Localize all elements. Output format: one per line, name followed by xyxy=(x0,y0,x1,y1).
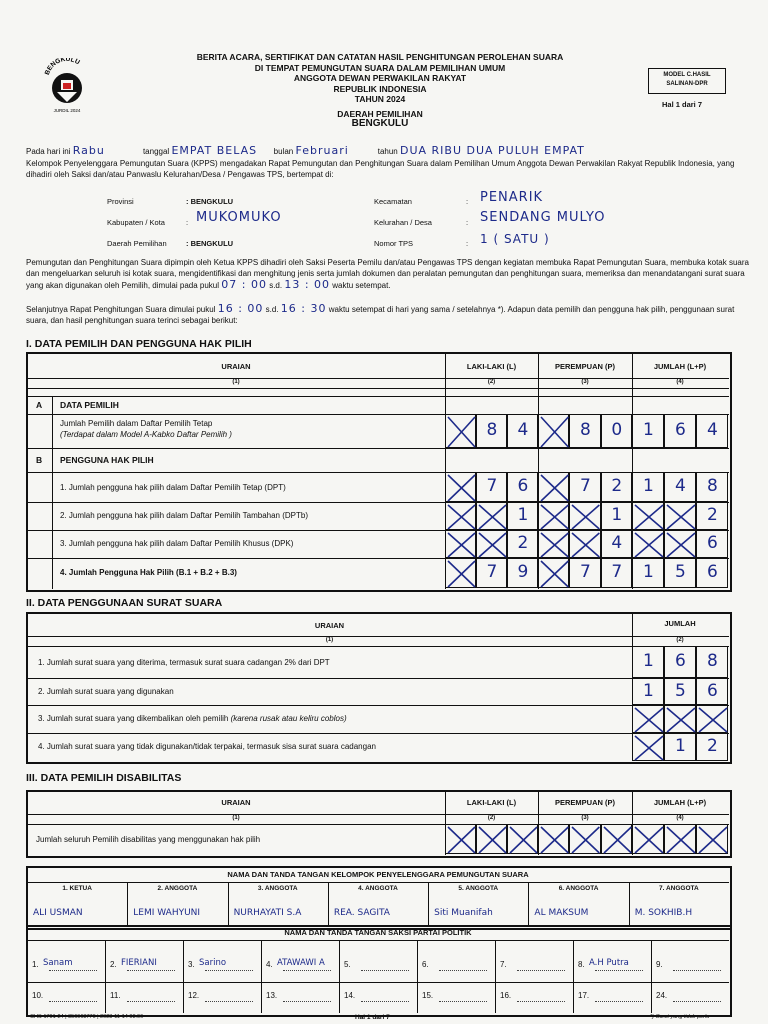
cross-mark xyxy=(446,473,477,503)
b3-j-digit-cell xyxy=(664,530,696,558)
cross-mark xyxy=(665,503,697,531)
saksi-number: 11. xyxy=(110,991,121,1000)
dis-j-digit-cell xyxy=(664,824,696,854)
saksi-number: 3. xyxy=(188,960,195,969)
handwritten-digit: 7 xyxy=(611,562,623,582)
handwritten-digit: 1 xyxy=(611,505,623,525)
saksi-name-line xyxy=(205,1001,253,1002)
cross-mark xyxy=(697,706,729,734)
cross-mark xyxy=(665,706,697,734)
handwritten-digit: 8 xyxy=(486,420,498,440)
tahun-value: DUA RIBU DUA PULUH EMPAT xyxy=(399,144,585,157)
b1-p-digit-cell xyxy=(538,472,569,502)
saksi-number: 1. xyxy=(32,960,39,969)
saksi-number: 13. xyxy=(266,991,278,1000)
cross-mark xyxy=(446,503,477,531)
handwritten-digit: 1 xyxy=(643,476,654,496)
handwritten-digit: 5 xyxy=(675,562,686,582)
surat-3-digit-cell xyxy=(632,705,664,733)
kecamatan-value: PENARIK xyxy=(480,190,544,205)
tanggal-value: EMPAT BELAS xyxy=(171,144,258,157)
dpt-l-digit-cell xyxy=(476,414,507,448)
saksi-name-line xyxy=(595,1001,643,1002)
b4-j-digit-cell xyxy=(632,558,664,588)
document-page: BENGKULU JURDIL 2024 BERITA ACARA, SERTIFIKAT DAN CATATAN HASIL PENGHITUNGAN PEROLEHAN SUARA DI TEMPAT PEMUNGUTAN SUARA DALAM PEMILIHAN UMUM ANGGOTA DEWAN PERWAKILAN RAKYAT REPUBLIK INDONESIA TAHUN 2024 DAERAH PEMILIHAN BENGKULU MODEL C.HASIL SALINAN-DPR Hal 1 dari 7 Pada hari ini Rabu tanggal EMPAT BELAS bulan Februari tahun DUA RIBU DUA PULUH EMPAT Kelompok Penyelenggara Pemungutan Suara (KPPS) mengadakan Rapat Pemungutan dan Penghitungan Suara dalam Pemilihan Umum Anggota Dewan Perwakilan Rakyat Republik Indonesia, yang dihadiri oleh Saksi dan/atau Panwaslu Kelurahan/Desa / Pengawas TPS, bertempat di: Provinsi : BENGKULU Kabupaten / Kota : MUKOMUKO Daerah Pemilihan : BENGKULU Kecamatan : PENARIK Kelurahan / Desa : SENDANG MULYO Nomor TPS : 1 ( SATU ) Pemungutan dan Penghitungan Suara dipimpin oleh Ketua KPPS dihadiri oleh Saksi Peserta Pemilu dan/atau Pengawas TPS dengan kegiatan membuka Rapat Pemungutan Suara, membuka kotak suara dan mengeluarkan seluruh isi kotak suara, mengidentifikasi dan menghitung jenis serta jumlah dokumen dan peralatan pemungutan dan penghitungan suara, memeriksa dan menandatangani surat suara yang akan digunakan oleh Pemilih, dimulai pada pukul 07 : 00 s.d. 13 : 00 waktu setempat. Selanjutnya Rapat Penghitungan Suara dimulai pukul 16 : 00 s.d. 16 : 30 waktu setempat di hari yang sama / setelahnya *). Adapun data pemilih dan pengguna hak pilih, penggunaan surat suara, dan hasil penghitungan suara terinci sebagai berikut: I. DATA PEMILIH DAN PENGGUNA HAK PILIH URAIAN LAKI-LAKI (L) PEREMPUAN (P) JUMLAH (L+P) (1) (2) (3) (4) A DATA PEMILIH Jumlah Pemilih dalam Daftar Pemilih Tetap (Terdapat dalam Model A-Kabko Daftar Pemilih ) B PENGGUNA HAK PILIH 1. Jumlah pengguna hak pilih dalam Daftar Pemilih Tetap (DPT) 2. Jumlah pengguna hak pilih dalam Daftar Pemilih Tambahan (DPTb) 3. Jumlah pengguna hak pilih dalam Daftar Pemilih Khusus (DPK) 4. Jumlah Pengguna Hak Pilih (B.1 + B.2 + B.3) 8 4 8 0 1 6 4 7 6 7 2 1 4 8 1 1 2 2 4 6 7 9 7 7 1 5 6 II. DATA PENGGUNAAN SURAT SUARA URAIAN JUMLAH (1) (2) 1. Jumlah surat suara yang diterima, termasuk surat suara cadangan 2% dari DPT 2. Jumlah surat suara yang digunakan 3. Jumlah surat suara yang dikembalikan oleh pemilih (karena rusak atau keliru coblos) 4. Jumlah surat suara yang tidak digunakan/tidak terpakai, termasuk sisa surat suara cadangan 1 6 8 1 5 6 1 2 III. DATA PEMILIH DISABILITAS URAIAN LAKI-LAKI (L) PEREMPUAN (P) JUMLAH (L+P) (1) (2) (3) (4) Jumlah seluruh Pemilih disabilitas yang menggunakan hak pilih NAMA DAN TANDA TANGAN KELOMPOK PENYELENGGARA PEMUNGUTAN SUARA 1. KETUA ALI USMAN 2. ANGGOTA LEMI WAHYUNI 3. ANGGOTA NURHAYATI S.A 4. ANGGOTA REA. SAGITA 5. ANGGOTA Siti Muanifah 6. ANGGOTA AL MAKSUM 7. ANGGOTA M. SOKHIB.H NAMA DAN TANDA TANGAN SAKSI PARTAI POLITIK 1. Sanam 2. FIERIANI 3. Sarino 4. ATAWAWI A 5. 6. 7. 8. A.H Putra 9. 10. 11. 12. 13. 14. 15. 16. 17. 24. CHS-1701-24 | 356968770 | 2023-11-14 08:06 Hal 1 dari 7 *) Coret yang tidak perlu xyxy=(0,0,768,1024)
saksi-signature-table xyxy=(26,925,732,1017)
saksi-name-line xyxy=(205,970,253,971)
dis-l-digit-cell xyxy=(476,824,507,854)
kpps-role-label: 5. ANGGOTA xyxy=(458,885,499,892)
procedure-paragraph: Pemungutan dan Penghitungan Suara dipimpin oleh Ketua KPPS dihadiri oleh Saksi Peserta Pemilu dan/atau Pengawas TPS dengan kegiatan membuka Rapat Pemungutan Suara, membuka kotak suara dan mengeluarkan seluruh isi kotak suara, mengidentifikasi dan menghitung jenis serta jumlah dokumen dan peralatan pemungutan dan penghitungan suara, memeriksa dan menandatangani surat suara yang akan digunakan oleh Pemilih, dimulai pada pukul 07 : 00 s.d. 13 : 00 waktu setempat. xyxy=(26,258,749,291)
model-badge: MODEL C.HASIL SALINAN-DPR xyxy=(648,68,726,94)
b2-j-digit-cell xyxy=(696,502,728,530)
b3-j-digit-cell xyxy=(632,530,664,558)
b2-p-digit-cell xyxy=(601,502,632,530)
kpps-member-name: ALI USMAN xyxy=(33,908,83,918)
saksi-name-line xyxy=(361,1001,409,1002)
b1-l-digit-cell xyxy=(476,472,507,502)
handwritten-digit: 1 xyxy=(643,562,654,582)
hari-value: Rabu xyxy=(72,144,105,157)
dpt-j-digit-cell xyxy=(696,414,728,448)
cross-mark xyxy=(665,531,697,559)
saksi-number: 9. xyxy=(656,960,663,969)
b3-l-digit-cell xyxy=(445,530,476,558)
b4-l-digit-cell xyxy=(445,558,476,588)
b4-p-digit-cell xyxy=(569,558,600,588)
handwritten-digit: 2 xyxy=(517,533,529,553)
section-3-title: III. DATA PEMILIH DISABILITAS xyxy=(26,772,182,784)
kpps-member-name: NURHAYATI S.A xyxy=(233,908,302,918)
dis-p-digit-cell xyxy=(538,824,569,854)
saksi-number: 5. xyxy=(344,960,351,969)
handwritten-digit: 7 xyxy=(579,476,591,496)
b1-j-digit-cell xyxy=(632,472,664,502)
cross-mark xyxy=(446,825,477,855)
cross-mark xyxy=(539,825,570,855)
handwritten-digit: 5 xyxy=(675,680,686,701)
opening-line: Pada hari ini Rabu tanggal EMPAT BELAS bulan Februari tahun DUA RIBU DUA PULUH EMPAT xyxy=(26,144,585,157)
b4-l-digit-cell xyxy=(476,558,507,588)
surat-3-digit-cell xyxy=(664,705,696,733)
handwritten-digit: 7 xyxy=(579,562,591,582)
cross-mark xyxy=(446,415,477,449)
b2-j-digit-cell xyxy=(664,502,696,530)
saksi-name-line xyxy=(517,970,565,971)
handwritten-digit: 1 xyxy=(675,736,686,756)
handwritten-digit: 2 xyxy=(707,736,718,756)
cross-mark xyxy=(477,531,508,559)
dis-j-digit-cell xyxy=(632,824,664,854)
surat-3-digit-cell xyxy=(696,705,728,733)
cross-mark xyxy=(508,825,539,855)
saksi-number: 15. xyxy=(422,991,434,1000)
document-title: BERITA ACARA, SERTIFIKAT DAN CATATAN HASIL PENGHITUNGAN PEROLEHAN SUARA DI TEMPAT PEMUNGUTAN SUARA DALAM PEMILIHAN UMUM ANGGOTA DEWAN PERWAKILAN RAKYAT REPUBLIK INDONESIA TAHUN 2024 DAERAH PEMILIHAN BENGKULU xyxy=(196,52,564,129)
handwritten-digit: 1 xyxy=(643,651,654,671)
b1-p-digit-cell xyxy=(601,472,632,502)
surat-4-digit-cell xyxy=(632,733,664,761)
cross-mark xyxy=(539,531,570,559)
svg-text:JURDIL 2024: JURDIL 2024 xyxy=(53,108,81,113)
handwritten-digit: 8 xyxy=(707,651,718,671)
dis-p-digit-cell xyxy=(569,824,600,854)
handwritten-digit: 4 xyxy=(517,420,529,440)
saksi-number: 10. xyxy=(32,991,44,1000)
handwritten-digit: 7 xyxy=(486,562,498,582)
handwritten-digit: 0 xyxy=(611,420,623,440)
surat-1-digit-cell xyxy=(664,646,696,678)
b1-l-digit-cell xyxy=(445,472,476,502)
kpps-member-name: M. SOKHIB.H xyxy=(634,908,693,918)
dis-j-digit-cell xyxy=(696,824,728,854)
cross-mark xyxy=(633,825,665,855)
b2-p-digit-cell xyxy=(569,502,600,530)
kpps-member-name: REA. SAGITA xyxy=(333,908,390,918)
dis-l-digit-cell xyxy=(507,824,538,854)
saksi-name: Sarino xyxy=(199,958,227,968)
surat-4-digit-cell xyxy=(696,733,728,761)
kpps-role-label: 1. KETUA xyxy=(62,885,92,892)
b4-j-digit-cell xyxy=(696,558,728,588)
saksi-name: ATAWAWI A xyxy=(277,958,325,968)
cross-mark xyxy=(602,825,633,855)
kpu-logo xyxy=(40,58,94,114)
saksi-number: 6. xyxy=(422,960,429,969)
dpt-j-digit-cell xyxy=(664,414,696,448)
cross-mark xyxy=(539,559,570,589)
saksi-number: 7. xyxy=(500,960,507,969)
kpps-role-label: 3. ANGGOTA xyxy=(257,885,298,892)
saksi-name: FIERIANI xyxy=(121,958,157,968)
b1-j-digit-cell xyxy=(664,472,696,502)
handwritten-digit: 2 xyxy=(707,505,718,525)
saksi-number: 12. xyxy=(188,991,200,1000)
saksi-name-line xyxy=(127,1001,175,1002)
page-number: Hal 1 dari 7 xyxy=(662,100,703,109)
handwritten-digit: 9 xyxy=(517,562,529,582)
b3-p-digit-cell xyxy=(569,530,600,558)
handwritten-digit: 7 xyxy=(486,476,498,496)
section-1-title: I. DATA PEMILIH DAN PENGGUNA HAK PILIH xyxy=(26,338,252,350)
kpps-role-label: 6. ANGGOTA xyxy=(558,885,599,892)
footer-page: Hal 1 dari 7 xyxy=(355,1014,390,1021)
saksi-number: 14. xyxy=(344,991,356,1000)
handwritten-digit: 2 xyxy=(611,476,623,496)
count-paragraph: Selanjutnya Rapat Penghitungan Suara dimulai pukul 16 : 00 s.d. 16 : 30 waktu setempat di hari yang sama / setelahnya *). Adapun data pemilih dan pengguna hak pilih, penggunaan surat suara, dan hasil penghitungan suara terinci sebagai berikut: xyxy=(26,302,735,325)
b2-j-digit-cell xyxy=(632,502,664,530)
dpt-p-digit-cell xyxy=(538,414,569,448)
b4-l-digit-cell xyxy=(507,558,538,588)
b2-l-digit-cell xyxy=(476,502,507,530)
saksi-name-line xyxy=(439,1001,487,1002)
handwritten-digit: 6 xyxy=(675,651,686,671)
saksi-name-line xyxy=(595,970,643,971)
surat-1-digit-cell xyxy=(632,646,664,678)
cross-mark xyxy=(633,706,665,734)
dpt-j-digit-cell xyxy=(632,414,664,448)
handwritten-digit: 8 xyxy=(579,420,591,440)
dpt-p-digit-cell xyxy=(601,414,632,448)
footer-code: CHS-1701-24 | 356968770 | 2023-11-14 08:06 xyxy=(30,1014,144,1020)
handwritten-digit: 6 xyxy=(517,476,529,496)
cross-mark xyxy=(446,559,477,589)
svg-text:BENGKULU: BENGKULU xyxy=(43,58,81,76)
surat-2-digit-cell xyxy=(664,678,696,705)
handwritten-digit: 4 xyxy=(675,476,686,496)
saksi-name: Sanam xyxy=(43,958,73,968)
saksi-name-line xyxy=(361,970,409,971)
dis-p-digit-cell xyxy=(601,824,632,854)
cross-mark xyxy=(665,825,697,855)
dpt-l-digit-cell xyxy=(507,414,538,448)
b3-p-digit-cell xyxy=(601,530,632,558)
kpps-role-label: 4. ANGGOTA xyxy=(358,885,398,892)
kabupaten-value: MUKOMUKO xyxy=(196,210,282,225)
cross-mark xyxy=(633,734,665,762)
kpps-role-label: 2. ANGGOTA xyxy=(157,885,198,892)
cross-mark xyxy=(697,825,729,855)
saksi-name-line xyxy=(283,970,331,971)
b1-p-digit-cell xyxy=(569,472,600,502)
b3-l-digit-cell xyxy=(476,530,507,558)
saksi-number: 17. xyxy=(578,991,590,1000)
saksi-name: A.H Putra xyxy=(589,958,629,968)
cross-mark xyxy=(477,503,508,531)
cross-mark xyxy=(570,531,601,559)
b2-l-digit-cell xyxy=(445,502,476,530)
handwritten-digit: 6 xyxy=(675,420,686,440)
handwritten-digit: 4 xyxy=(707,420,718,440)
saksi-name-line xyxy=(283,1001,331,1002)
b2-p-digit-cell xyxy=(538,502,569,530)
bulan-value: Februari xyxy=(295,144,349,157)
saksi-name-line xyxy=(517,1001,565,1002)
cross-mark xyxy=(570,503,601,531)
b4-p-digit-cell xyxy=(601,558,632,588)
dpt-p-digit-cell xyxy=(569,414,600,448)
b4-p-digit-cell xyxy=(538,558,569,588)
cross-mark xyxy=(446,531,477,559)
cross-mark xyxy=(633,531,665,559)
handwritten-digit: 1 xyxy=(517,505,529,525)
kpps-member-name: Siti Muanifah xyxy=(434,908,493,918)
tps-value: 1 ( SATU ) xyxy=(480,232,550,246)
provinsi-value: : BENGKULU xyxy=(186,197,234,206)
b3-l-digit-cell xyxy=(507,530,538,558)
cross-mark xyxy=(477,825,508,855)
kpps-role-label: 7. ANGGOTA xyxy=(658,885,699,892)
b3-j-digit-cell xyxy=(696,530,728,558)
cross-mark xyxy=(539,473,570,503)
saksi-name-line xyxy=(673,1001,721,1002)
b3-p-digit-cell xyxy=(538,530,569,558)
section-2-title: II. DATA PENGGUNAAN SURAT SUARA xyxy=(26,597,223,609)
surat-2-digit-cell xyxy=(632,678,664,705)
kpps-member-name: AL MAKSUM xyxy=(534,908,589,918)
surat-4-digit-cell xyxy=(664,733,696,761)
kpps-member-name: LEMI WAHYUNI xyxy=(133,908,201,918)
b4-j-digit-cell xyxy=(664,558,696,588)
footer-note: *) Coret yang tidak perlu xyxy=(650,1014,710,1020)
dapil-value: : BENGKULU xyxy=(186,239,234,248)
saksi-name-line xyxy=(127,970,175,971)
handwritten-digit: 1 xyxy=(643,680,654,701)
cross-mark xyxy=(570,825,601,855)
handwritten-digit: 6 xyxy=(707,533,718,553)
handwritten-digit: 4 xyxy=(611,533,623,553)
handwritten-digit: 6 xyxy=(707,680,718,701)
cross-mark xyxy=(539,415,570,449)
cross-mark xyxy=(633,503,665,531)
saksi-number: 4. xyxy=(266,960,273,969)
surat-2-digit-cell xyxy=(696,678,728,705)
saksi-name-line xyxy=(439,970,487,971)
surat-1-digit-cell xyxy=(696,646,728,678)
b1-l-digit-cell xyxy=(507,472,538,502)
dpt-l-digit-cell xyxy=(445,414,476,448)
handwritten-digit: 1 xyxy=(643,420,654,440)
kelurahan-value: SENDANG MULYO xyxy=(480,210,606,225)
saksi-name-line xyxy=(673,970,721,971)
saksi-number: 16. xyxy=(500,991,512,1000)
saksi-number: 8. xyxy=(578,960,585,969)
saksi-number: 24. xyxy=(656,991,668,1000)
b1-j-digit-cell xyxy=(696,472,728,502)
handwritten-digit: 6 xyxy=(707,562,718,582)
b2-l-digit-cell xyxy=(507,502,538,530)
intro-paragraph: Kelompok Penyelenggara Pemungutan Suara (KPPS) mengadakan Rapat Pemungutan dan Penghitungan Suara dalam Pemilihan Umum Anggota Dewan Perwakilan Rakyat Republik Indonesia, yang dihadiri oleh Saksi dan/atau Panwaslu Kelurahan/Desa / Pengawas TPS, bertempat di: xyxy=(26,159,735,179)
cross-mark xyxy=(539,503,570,531)
dis-l-digit-cell xyxy=(445,824,476,854)
handwritten-digit: 8 xyxy=(707,476,718,496)
saksi-number: 2. xyxy=(110,960,117,969)
saksi-name-line xyxy=(49,970,97,971)
saksi-name-line xyxy=(49,1001,97,1002)
